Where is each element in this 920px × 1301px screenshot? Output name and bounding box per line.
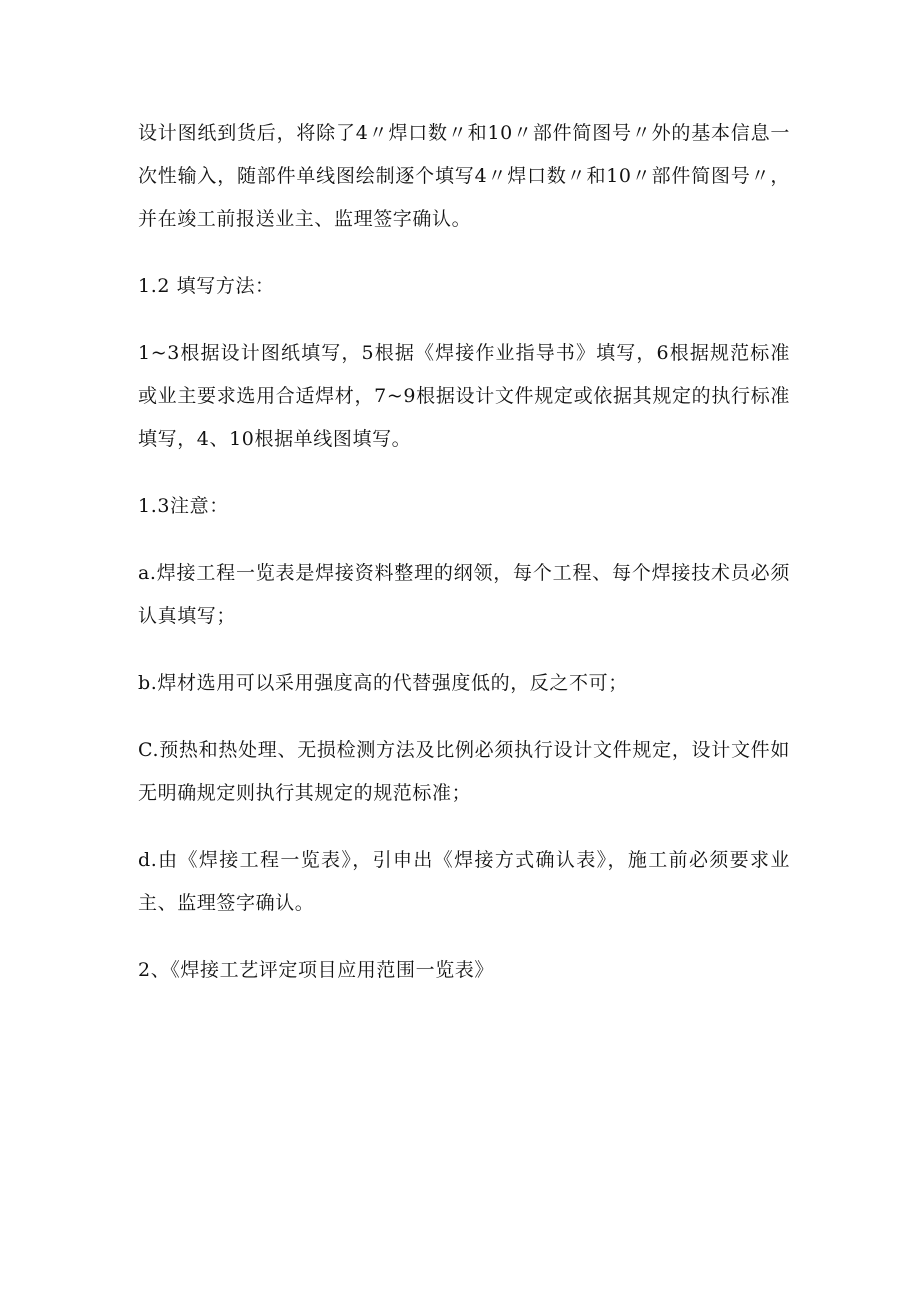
note-item-b: b.焊材选用可以采用强度高的代替强度低的，反之不可； xyxy=(138,672,628,694)
section-heading-1-3: 1.3注意： xyxy=(138,495,229,517)
section-heading-1-2: 1.2 填写方法： xyxy=(138,275,275,297)
section-heading-2: 2、《焊接工艺评定项目应用范围一览表》 xyxy=(138,959,494,981)
paragraph-fill-method: 1~3根据设计图纸填写，5根据《焊接作业指导书》填写，6根据规范标准或业主要求选用合适焊材，7~9根据设计文件规定或依据其规定的执行标准填写，4、10根据单线图填写。 xyxy=(138,342,790,450)
note-item-c: C.预热和热处理、无损检测方法及比例必须执行设计文件规定，设计文件如无明确规定则执行其规定的规范标准； xyxy=(138,739,790,804)
note-item-a: a.焊接工程一览表是焊接资料整理的纲领，每个工程、每个焊接技术员必须认真填写； xyxy=(138,562,790,627)
paragraph-drawing-info: 设计图纸到货后，将除了4〃焊口数〃和10〃部件简图号〃外的基本信息一次性输入，随部件单线图绘制逐个填写4〃焊口数〃和10〃部件简图号〃，并在竣工前报送业主、监理签字确认。 xyxy=(138,122,790,230)
note-item-d: d.由《焊接工程一览表》，引申出《焊接方式确认表》，施工前必须要求业主、监理签字确认。 xyxy=(138,849,790,914)
